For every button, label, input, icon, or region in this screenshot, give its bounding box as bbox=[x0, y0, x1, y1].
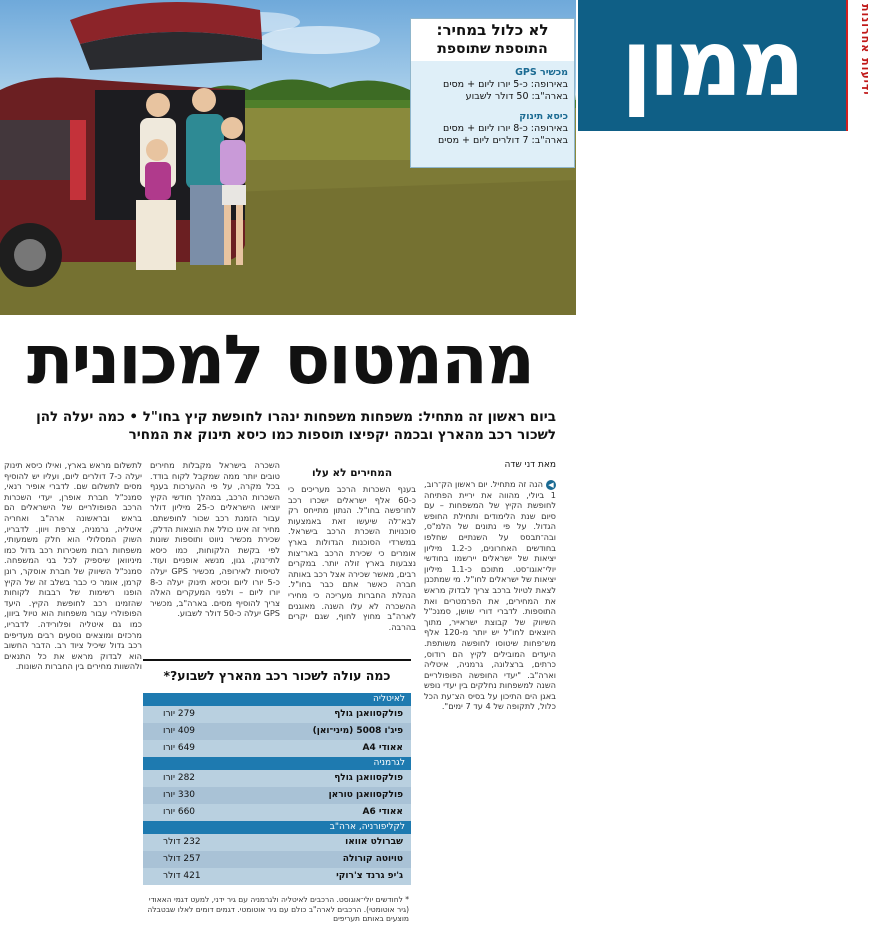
sidebar-title-line2: התוספת שתוספת bbox=[437, 41, 548, 57]
car-price: 649 יורו bbox=[163, 743, 196, 753]
car-price: 282 יורו bbox=[163, 773, 196, 783]
extras-sidebar bbox=[410, 18, 575, 168]
gps-title: מכשיר GPS bbox=[515, 67, 568, 78]
article-subhead bbox=[4, 408, 556, 444]
section-logo: ממון bbox=[620, 10, 802, 117]
seat-usa: בארה"ב: 7 דולרים ליום + מסים bbox=[437, 135, 568, 146]
sidebar-title-line1: לא כלול במחיר: bbox=[436, 21, 549, 39]
car-price: 409 יורו bbox=[163, 726, 196, 736]
column-1-text: הנה זה מתחיל. יום ראשון הק־רוב, 1 ביולי, מהווה את יריית הפתיחה לחופשת הקיץ של המשפחות – עם סיום שנת הלימודים ותחילת החופש הגדול. על פי נתונים של הלמ"ס, ובה־תבסס על השנתיים שחלפו בחודשים האחרונים, כ-1.2 מיליון יציאות של ישראלים יירשמו בחודשי יולי־אוגו־סט. מתוכם כ-1.1 מיליון יציאות של ישראלים לחו"ל. מי שמתכנן לצאת לטיול ברכב צריך לבדוק מראש את המחירים, את הפרמטרים ואת התוספות. לדברי דורי שושן, סמנכ"ל השיווק של קבוצת ישראייר, מתוך היוצאים לחו"ל יש יותר מ-120 אלף מש־פחות שיטוסו לחופשה משותפת. היעדים המובילים לקיץ הם רודוס, כרתים, ברצלונה, גרמניה, איטליה וארה"ב. "יעדי החופשה הפופולריים השנה למשפחות נחלקים בין יעדי נופש באגן הים התיכון על בסיס הצ־עת הכל כלול, לתקופה של 4 עד 7 ימים". bbox=[424, 478, 556, 712]
car-price: 330 יורו bbox=[163, 790, 196, 800]
price-table-body bbox=[143, 693, 411, 893]
table-row bbox=[143, 868, 411, 885]
car-model: פיג'ו 5008 (מיני־ואן) bbox=[312, 726, 403, 736]
column-2-text: בענף השכרות הרכב מעריכים כי כ-60 אלף ישראלים ישכרו רכב לחו־פשה בחו"ל. הנתון מתייחס רק לבא־לה שיעשו זאת באמצעות סוכנויות השכרת הרכב בישראל. במשרדי הסוכנות הגדולות בארץ אומרים כי שכירת הרכב באר־צות נצבעות בארץ זולה יותר. במקרים רבים, מאשר שכירה אצל רכב באותה חברה כאשר אתם כבר בחו"ל. הנהלת החברות מעריכה כי מחירי ההשכרה לא עלו השנה. מאוגנים לארה"ב מחוץ לחוף, שגם יקרים בהרבה. bbox=[288, 484, 416, 632]
subhead-line2: לשכור רכב מהארץ ובכמה יקפיצו תוספות כמו כיסא תינוק את המחיר bbox=[128, 427, 556, 443]
price-table-footnote: * לחודשים יולי־אוגוסט. הרכבים לאיטליה ולגרמניה עם גיר ידני, למעט דגמי האאודי (גיר אוטומטי). הרכבים לארה"ב כולם עם גיר אוטומטי. דגמים דומים לאלו שבטבלה מוצעים באותם תעריפים bbox=[147, 895, 409, 923]
newspaper-name: ידיעות אחרונות bbox=[859, 4, 872, 96]
sidebar-title bbox=[411, 19, 574, 61]
country-header: לקליפורניה, ארה"ב bbox=[143, 821, 411, 834]
column-2-heading: המחירים לא עלו bbox=[311, 467, 393, 479]
car-price: 421 דולר bbox=[163, 871, 201, 881]
country-group bbox=[143, 834, 411, 885]
car-price: 232 דולר bbox=[163, 837, 201, 847]
article-headline: מהמטוס למכונית bbox=[26, 321, 534, 400]
car-model: אאודי A6 bbox=[362, 807, 403, 817]
gps-europe: באירופה: כ-5 יורו ליום + מסים bbox=[443, 79, 568, 90]
column-4-text: לתשלום מראש בארץ, ואילו כיסא תינוק יעלה כ-7 דולרים ליום, ועליו יש להוסיף מסים לתשלום שם. לדברי אופיר רנאי, סמנכ"ל חברת אופרן, יעדי השכרות הרכב הפופולריים של הישראלים הם בראש ובראשונה ארה"ב ואחריה איטליה, גרמניה, צרפת ויוון. לדבריו, השוק המסלולי הוא חלק משמעותי, משפחות רבות משכירות רכב גדול כמו מיניוואן שיספיק לכל בני המשפחה. סמנכ"ל השיווק של חברת אוסקר, רונן קרמן, אומר כי כבר בשלב זה של הקיץ הופנו רשימות של רבבות לקוחות שהזמינו רכב לחופשת הקיץ. היעד הפופולרי עבור משפחות הוא טיול ביוון, כמו גם איטליה ופלורידה. לדבריו, מרכזים ומוצאים נוסעים רבים מעדיפים רכב גדול שיכיל ציוד רב. הדבר החשוב הוא לבדוק מראש את כל התנאים ולהשוות מחירים בין החברות השונות. bbox=[4, 460, 142, 672]
table-row bbox=[143, 787, 411, 804]
newspaper-stripe bbox=[846, 0, 876, 131]
car-model: אאודי A4 bbox=[362, 743, 403, 753]
country-header: לאיטליה bbox=[143, 693, 411, 706]
car-model: שברולט אוואו bbox=[345, 837, 403, 847]
car-model: טויוטה קורולה bbox=[342, 854, 403, 864]
table-row bbox=[143, 770, 411, 787]
gps-usa: בארה"ב: 50 דולר לשבוע bbox=[465, 91, 568, 102]
car-price: 257 דולר bbox=[163, 854, 201, 864]
table-row bbox=[143, 804, 411, 821]
masthead bbox=[578, 0, 876, 131]
seat-title: כיסא תינוק bbox=[519, 111, 568, 122]
car-model: פולקסוואגן גולף bbox=[334, 773, 403, 783]
byline: מאת דני שדה bbox=[504, 460, 556, 470]
country-header: לגרמניה bbox=[143, 757, 411, 770]
car-price: 660 יורו bbox=[163, 807, 196, 817]
country-group bbox=[143, 706, 411, 757]
car-model: פולקסוואגן טוראן bbox=[328, 790, 403, 800]
column-2 bbox=[288, 460, 416, 656]
subhead-line1: ביום ראשון זה מתחיל: משפחות משפחות ינהרו לחופשת קיץ בחו"ל • כמה יעלה להן bbox=[36, 409, 556, 425]
arrow-icon: ◀ bbox=[546, 480, 556, 490]
table-row bbox=[143, 723, 411, 740]
table-row bbox=[143, 851, 411, 868]
column-3 bbox=[150, 460, 280, 656]
table-row bbox=[143, 834, 411, 851]
car-model: ג'יפ גרנד צ'רוקי bbox=[336, 871, 403, 881]
column-4 bbox=[4, 460, 142, 920]
table-row bbox=[143, 706, 411, 723]
car-model: פולקסוואגן גולף bbox=[334, 709, 403, 719]
price-table bbox=[143, 659, 411, 921]
price-table-title: כמה עולה לשכור רכב מהארץ לשבוע?* bbox=[163, 668, 391, 683]
seat-europe: באירופה: כ-8 יורו ליום + מסים bbox=[443, 123, 568, 134]
column-3-text: השכרה בישראל מקבלות מחירים טובים יותר ממה שמקבל לקוח בודד. בכל מקרה, על פי ההערכות בענף השכרות הרכב, במהלך חודשי הקיץ יוציאו הישראלים כ-25 מיליון דולר עבור הזמנת רכב שכור לחופשתם. מחיר זה אינו כולל את הוצאות הדלק, שכירת מכשיר ניווט ותוספות שונות לפי בקשת הלקוחות, כמו כיסא לתי־נוק, גגון, מנשא אופניים ועוד. לטיסות לאירופה, מכשיר GPS יעלה כ-5 יורו ליום וכיסא תינוק יעלה כ-8 יורו ליום – ולפני המעקרים האלה צריך להוסיף מסים. בארה"ב, מכשיר GPS יעלה כ-50 דולר לשבוע. bbox=[150, 460, 280, 619]
country-group bbox=[143, 770, 411, 821]
car-price: 279 יורו bbox=[163, 709, 196, 719]
table-row bbox=[143, 740, 411, 757]
column-1 bbox=[424, 460, 556, 920]
